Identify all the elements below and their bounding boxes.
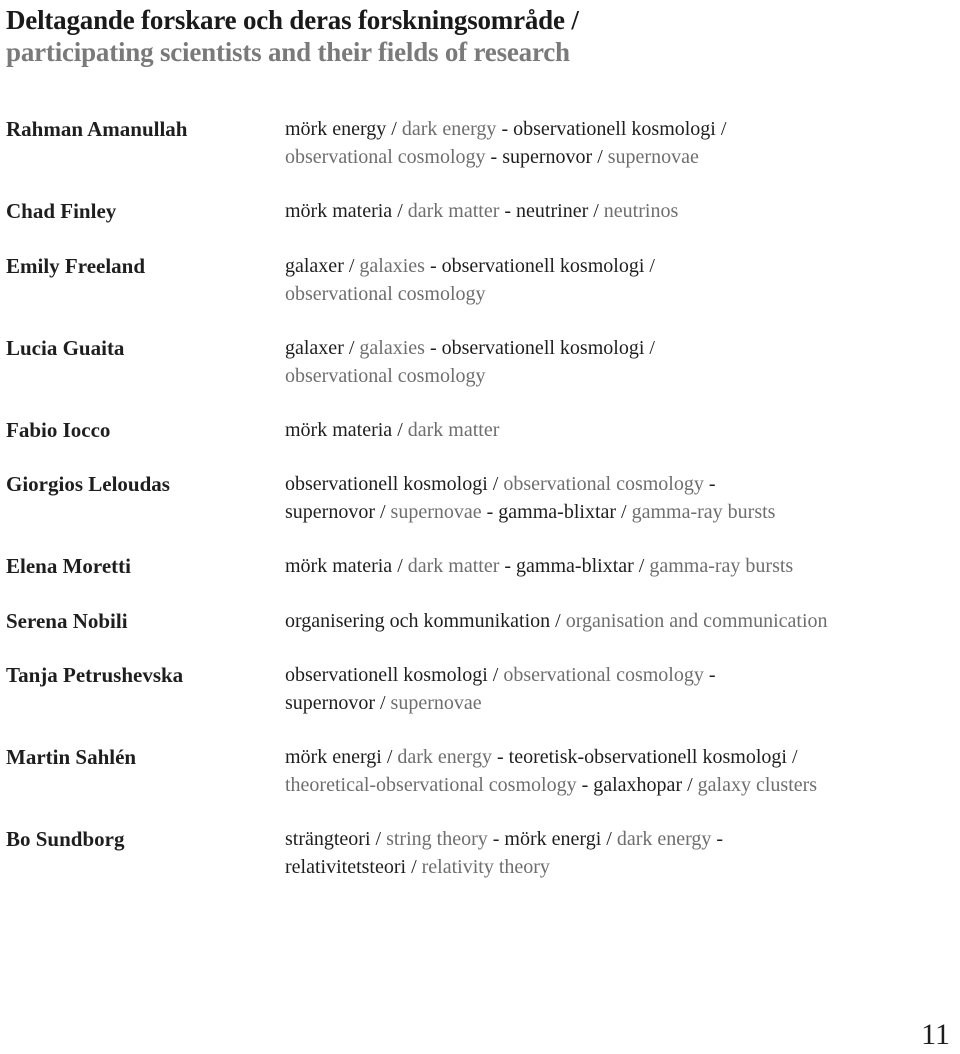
separator: / [550,610,566,632]
research-fields-line [285,825,945,853]
page-title-english: participating scientists and their fields of research [6,37,570,67]
separator: / [682,774,698,796]
separator: / [381,746,398,768]
field-english: dark energy [616,828,712,850]
separator: / [588,200,604,222]
scientist-name: Chad Finley [6,199,117,223]
page-number: 11 [921,1018,950,1051]
field-swedish: teoretisk-observationell kosmologi [508,746,787,768]
separator: / [644,337,655,359]
field-english: supernovae [390,692,482,714]
field-swedish: mörk energy [285,118,387,140]
research-fields [285,197,945,225]
research-fields-line [285,498,945,526]
separator: / [392,555,408,577]
research-fields [285,552,945,580]
scientist-name: Rahman Amanullah [6,117,188,141]
field-swedish: neutriner [516,200,589,222]
separator: / [406,856,422,878]
field-swedish: galaxer [285,255,344,277]
field-english: organisation and communication [565,610,828,632]
separator: - [491,746,509,768]
research-fields [285,661,945,717]
page-heading [6,4,579,68]
research-fields [285,607,945,635]
research-fields [285,743,945,799]
research-fields [285,252,945,308]
research-fields-line [285,470,945,498]
field-english: gamma-ray bursts [631,501,776,523]
field-swedish: observationell kosmologi [441,337,645,359]
research-fields-line [285,197,945,225]
field-swedish: mörk energi [504,828,602,850]
field-english: observational cosmology [285,365,486,387]
research-fields-line [285,280,945,308]
field-english: observational cosmology [285,146,486,168]
separator: / [392,200,408,222]
research-fields-line [285,771,945,799]
separator: / [386,118,402,140]
research-fields [285,825,945,881]
field-swedish: gamma-blixtar [498,501,617,523]
research-fields-line [285,334,945,362]
field-english: relativity theory [421,856,550,878]
separator: - [711,828,724,850]
field-english: gamma-ray bursts [649,555,794,577]
research-fields-line [285,252,945,280]
field-english: supernovae [607,146,699,168]
field-swedish: mörk energi [285,746,382,768]
field-english: dark energy [401,118,497,140]
field-english: observational cosmology [285,283,486,305]
field-swedish: observationell kosmologi [285,664,488,686]
field-swedish: observationell kosmologi [285,473,488,495]
scientist-name: Tanja Petrushevska [6,663,184,687]
field-english: observational cosmology [503,664,704,686]
field-english: theoretical-observational cosmology [285,774,577,796]
research-fields [285,416,945,444]
field-english: dark energy [397,746,492,768]
field-swedish: supernovor [285,692,375,714]
research-fields-line [285,362,945,390]
research-fields [285,334,945,390]
research-fields [285,115,945,171]
field-swedish: observationell kosmologi [441,255,645,277]
separator: / [370,828,387,850]
scientist-name: Fabio Iocco [6,418,111,442]
field-english: string theory [386,828,488,850]
field-english: supernovae [390,501,482,523]
separator: / [715,118,727,140]
separator: / [392,419,408,441]
research-fields-line [285,115,945,143]
separator: - [499,200,517,222]
scientist-name: Elena Moretti [6,554,131,578]
field-swedish: supernovor [502,146,593,168]
scientist-name: Emily Freeland [6,254,146,278]
separator: - [499,555,517,577]
research-fields-line [285,552,945,580]
research-fields-line [285,607,945,635]
separator: / [786,746,798,768]
field-swedish: observationell kosmologi [513,118,716,140]
separator: / [487,473,504,495]
separator: / [616,501,632,523]
scientist-name: Lucia Guaita [6,336,125,360]
research-fields [285,470,945,526]
field-swedish: organisering och kommunikation [285,610,551,632]
field-swedish: galaxer [285,337,344,359]
separator: - [703,664,716,686]
field-swedish: mörk materia [285,200,393,222]
field-swedish: galaxhopar [593,774,683,796]
separator: / [592,146,608,168]
field-english: neutrinos [603,200,679,222]
scientist-name: Serena Nobili [6,609,128,633]
separator: / [343,337,360,359]
field-english: observational cosmology [503,473,704,495]
field-english: dark matter [407,419,500,441]
separator: / [644,255,655,277]
scientist-name: Martin Sahlén [6,745,137,769]
research-fields-line [285,416,945,444]
separator: / [633,555,650,577]
separator: / [601,828,617,850]
separator: - [485,146,503,168]
field-swedish: mörk materia [285,419,393,441]
separator: - [703,473,716,495]
separator: - [487,828,505,850]
field-swedish: strängteori [285,828,371,850]
field-english: galaxies [359,255,425,277]
field-english: dark matter [407,555,500,577]
research-fields-line [285,661,945,689]
research-fields-line [285,143,945,171]
field-swedish: relativitetsteori [285,856,407,878]
separator: / [343,255,360,277]
separator: / [374,501,391,523]
separator: - [424,255,442,277]
separator: - [481,501,499,523]
field-english: galaxy clusters [697,774,818,796]
separator: - [576,774,594,796]
field-swedish: supernovor [285,501,375,523]
separator: - [424,337,442,359]
separator: / [487,664,504,686]
page-title-swedish: Deltagande forskare och deras forskningsområde / [6,5,579,35]
research-fields-line [285,689,945,717]
separator: - [496,118,514,140]
field-english: galaxies [359,337,425,359]
scientist-name: Giorgios Leloudas [6,472,170,496]
field-english: dark matter [407,200,500,222]
field-swedish: gamma-blixtar [516,555,634,577]
field-swedish: mörk materia [285,555,393,577]
research-fields-line [285,853,945,881]
research-fields-line [285,743,945,771]
separator: / [374,692,391,714]
scientist-name: Bo Sundborg [6,827,125,851]
